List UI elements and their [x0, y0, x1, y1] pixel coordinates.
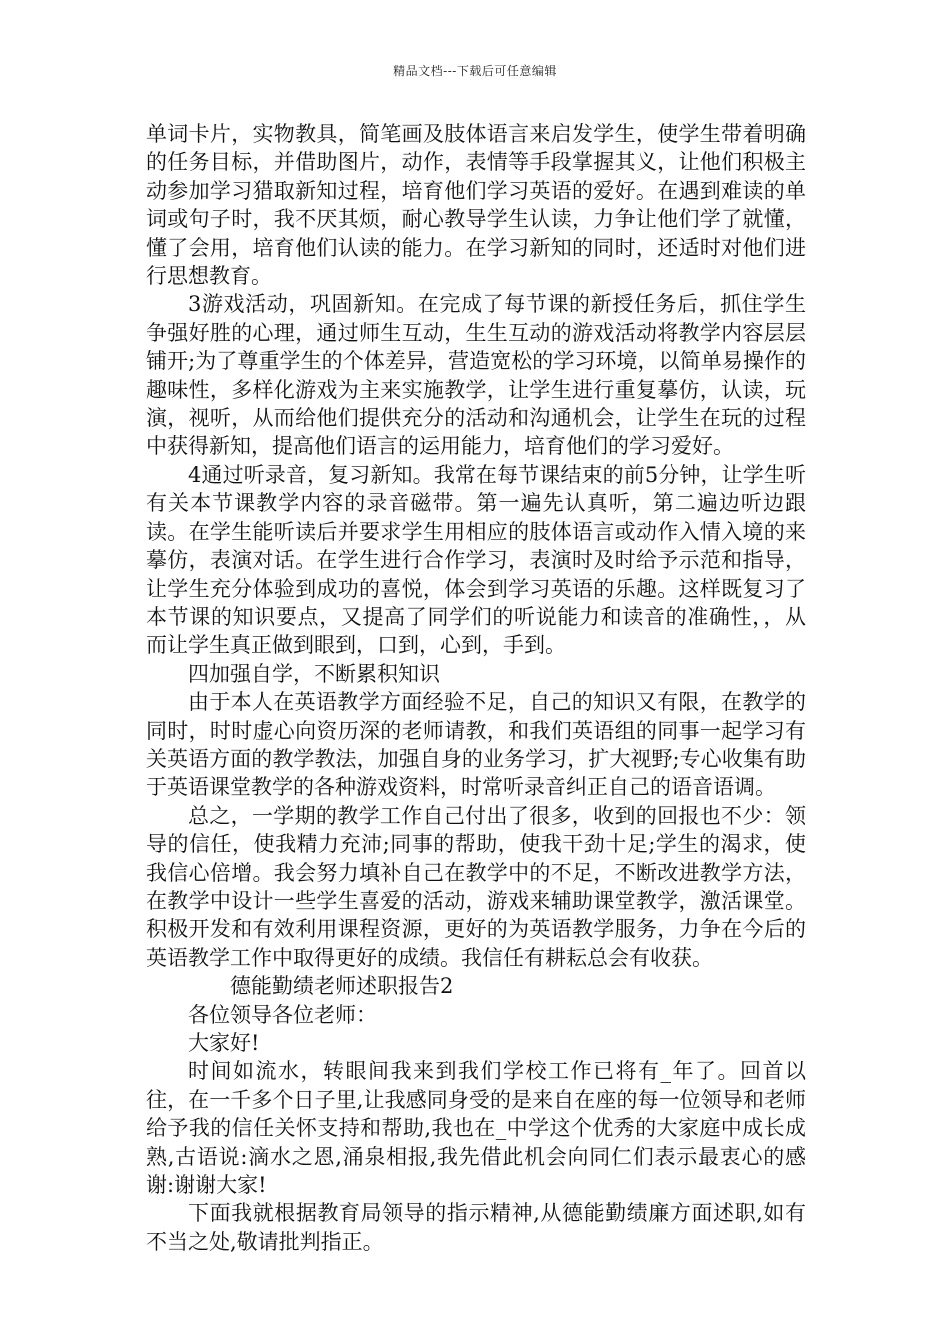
document-body: [146, 120, 806, 1256]
page-header: 精品文档---下载后可任意编辑: [393, 64, 557, 78]
report-title: 德能勤绩老师述职报告2: [230, 974, 454, 999]
paragraph-game-activity: 3游戏活动，巩固新知。在完成了每节课的新授任务后，抓住学生争强好胜的心理，通过师生互动，生生互动的游戏活动将教学内容层层铺开;为了尊重学生的个体差异，营造宽松的学习环境，以简单易操作的趣味性，多样化游戏为主来实施教学，让学生进行重复摹仿，认读，玩演，视听，从而给他们提供充分的活动和沟通机会，让学生在玩的过程中获得新知，提高他们语言的运用能力，培育他们的学习爱好。: [146, 292, 806, 459]
greeting: 大家好!: [188, 1031, 260, 1055]
paragraph-report-intro: 下面我就根据教育局领导的指示精神,从德能勤绩廉方面述职,如有不当之处,敬请批判指正。: [146, 1201, 806, 1254]
paragraph-continuation: 单词卡片，实物教具，简笔画及肢体语言来启发学生，使学生带着明确的任务目标，并借助图片，动作，表情等手段掌握其义，让他们积极主动参加学习猎取新知过程，培育他们学习英语的爱好。在遇到难读的单词或句子时，我不厌其烦，耐心教导学生认读，力争让他们学了就懂，懂了会用，培育他们认读的能力。在学习新知的同时，还适时对他们进行思想教育。: [146, 122, 806, 289]
paragraph-summary: 总之，一学期的教学工作自己付出了很多，收到的回报也不少：领导的信任，使我精力充沛;同事的帮助，使我干劲十足;学生的渴求，使我信心倍增。我会努力填补自己在教学中的不足，不断改进教学方法，在教学中设计一些学生喜爱的活动，游戏来辅助课堂教学，激活课堂。积极开发和有效利用课程资源，更好的为英语教学服务，力争在今后的英语教学工作中取得更好的成绩。我信任有耕耘总会有收获。: [146, 803, 806, 970]
salutation: 各位领导各位老师：: [188, 1002, 377, 1027]
paragraph-self-study: 由于本人在英语教学方面经验不足，自己的知识又有限，在教学的同时，时时虚心向资历深的老师请教，和我们英语组的同事一起学习有关英语方面的教学教法，加强自身的业务学习，扩大视野;专心收集有助于英语课堂教学的各种游戏资料，时常听录音纠正自己的语音语调。: [146, 690, 806, 800]
paragraph-listen-recording: 4通过听录音，复习新知。我常在每节课结束的前5分钟，让学生听有关本节课教学内容的录音磁带。第一遍先认真听，第二遍边听边跟读。在学生能听读后并要求学生用相应的肢体语言或动作入情入境的来摹仿，表演对话。在学生进行合作学习，表演时及时给予示范和指导，让学生充分体验到成功的喜悦，体会到学习英语的乐趣。这样既复习了本节课的知识要点，又提高了同学们的听说能力和读音的准确性，，从而让学生真正做到眼到，口到，心到，手到。: [146, 462, 806, 658]
section-heading-self-study: 四加强自学，不断累积知识: [188, 661, 440, 686]
paragraph-time-flies: 时间如流水，转眼间我来到我们学校工作已将有_年了。回首以往，在一千多个日子里,让我感同身受的是来自在座的每一位领导和老师给予我的信任关怀支持和帮助,我也在_中学这个优秀的大家庭中成长成熟,古语说:滴水之恩,涌泉相报,我先借此机会向同仁们表示最衷心的感谢:谢谢大家!: [146, 1059, 806, 1198]
